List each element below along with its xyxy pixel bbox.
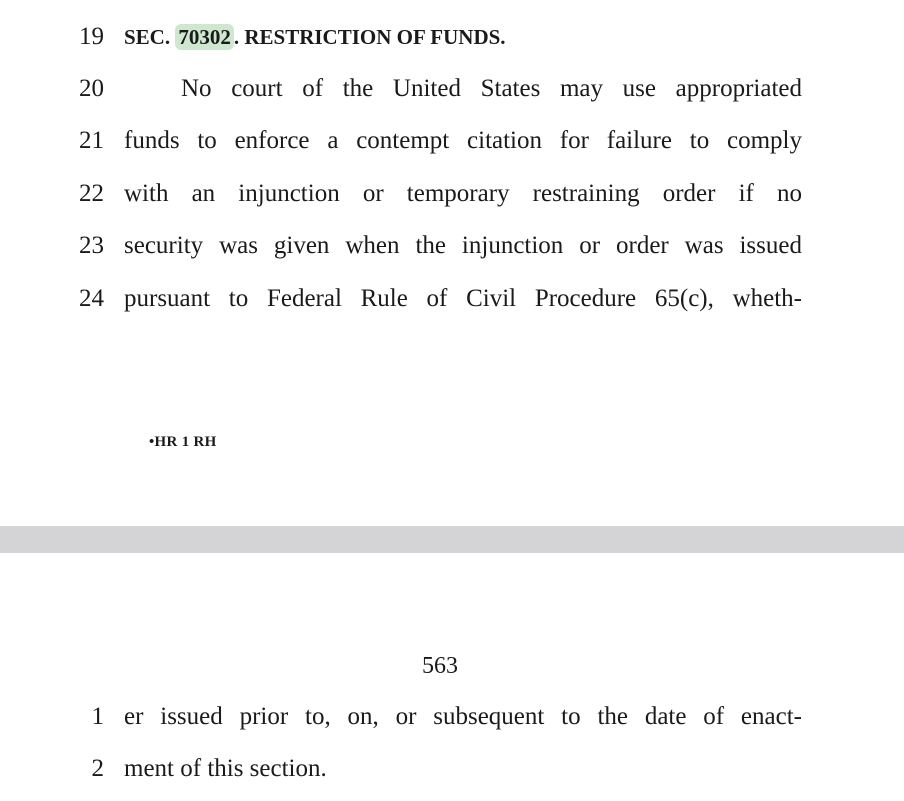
line-number: 19 xyxy=(79,23,104,50)
section-number-highlight: 70302 xyxy=(175,24,234,50)
line-text: No court of the United States may use appropriated xyxy=(181,75,802,102)
line-number: 21 xyxy=(79,127,104,154)
line-number: 1 xyxy=(91,703,104,730)
text-line xyxy=(0,697,904,737)
section-heading-line xyxy=(0,17,904,57)
page-number: 563 xyxy=(422,653,458,679)
line-number: 20 xyxy=(79,75,104,102)
bill-identifier: •HR 1 RH xyxy=(149,434,217,450)
line-text: pursuant to Federal Rule of Civil Procedure 65(c), wheth- xyxy=(124,285,802,312)
text-line xyxy=(0,279,904,319)
page-separator xyxy=(0,526,904,553)
line-text: security was given when the injunction or order was issued xyxy=(124,232,802,259)
text-line xyxy=(0,749,904,789)
text-line xyxy=(0,226,904,266)
document-page-bottom xyxy=(0,553,904,801)
line-text: er issued prior to, on, or subsequent to the date of enact- xyxy=(124,703,802,730)
text-line xyxy=(0,69,904,109)
text-line xyxy=(0,121,904,161)
line-text: funds to enforce a contempt citation for failure to comply xyxy=(124,127,802,154)
section-heading xyxy=(124,17,506,57)
section-title: . RESTRICTION OF FUNDS. xyxy=(233,25,506,49)
section-prefix: SEC. xyxy=(124,25,171,49)
line-number: 23 xyxy=(79,232,104,259)
line-text: ment of this section. xyxy=(124,755,327,782)
text-line xyxy=(0,174,904,214)
line-number: 24 xyxy=(79,285,104,312)
line-number: 22 xyxy=(79,180,104,207)
line-number: 2 xyxy=(91,755,104,782)
line-text: with an injunction or temporary restraining order if no xyxy=(124,180,802,207)
